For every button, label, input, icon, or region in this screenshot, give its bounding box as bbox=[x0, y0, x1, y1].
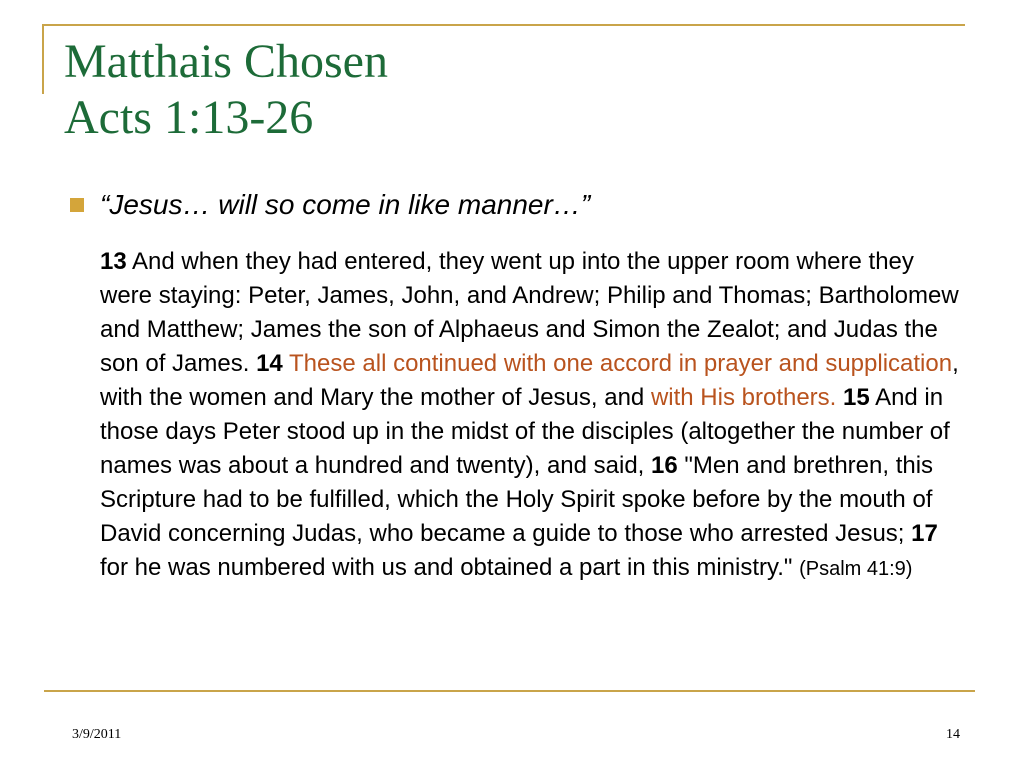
footer-page-number: 14 bbox=[946, 727, 960, 742]
footer-date: 3/9/2011 bbox=[72, 727, 122, 742]
passage-text: And in those days Peter stood up in the midst of the disciples (altogether the number of names was about a hundred and twenty), and said, bbox=[100, 384, 950, 479]
title-line-2: Acts 1:13-26 bbox=[64, 91, 314, 144]
scripture-passage bbox=[100, 245, 970, 586]
highlighted-text: These all continued with one accord in prayer and supplication bbox=[289, 350, 953, 377]
verse-number: 15 bbox=[843, 384, 870, 411]
slide-title bbox=[64, 34, 388, 146]
frame-top-rule bbox=[42, 24, 965, 26]
passage-text: "Men and brethren, this Scripture had to be fulfilled, which the Holy Spirit spoke before by the mouth of David concerning Judas, who became a guide to those who arrested Jesus; bbox=[100, 452, 934, 547]
title-line-1: Matthais Chosen bbox=[64, 35, 388, 88]
passage-text: , with the women and Mary the mother of Jesus, and bbox=[100, 350, 959, 411]
verse-number: 13 bbox=[100, 248, 127, 275]
scripture-reference: (Psalm 41:9) bbox=[799, 558, 913, 580]
passage-text: for he was numbered with us and obtained a part in this ministry." bbox=[100, 554, 800, 581]
frame-left-rule bbox=[42, 24, 44, 94]
verse-number: 16 bbox=[651, 452, 678, 479]
bullet-item bbox=[70, 188, 590, 222]
passage-text bbox=[836, 384, 843, 411]
verse-number: 17 bbox=[911, 520, 938, 547]
frame-bottom-rule bbox=[44, 690, 975, 692]
passage-text: And when they had entered, they went up into the upper room where they were staying: Peter, James, John, and Andrew; Philip and Thomas; Bartholomew and Matthew; James the son of Alphaeus and Simon the Zealot; and Judas the son of James. bbox=[100, 248, 959, 377]
highlighted-text: with His brothers. bbox=[650, 384, 837, 411]
bullet-text: “Jesus… will so come in like manner…” bbox=[100, 189, 591, 220]
square-bullet-icon bbox=[70, 198, 84, 212]
verse-number: 14 bbox=[256, 350, 283, 377]
